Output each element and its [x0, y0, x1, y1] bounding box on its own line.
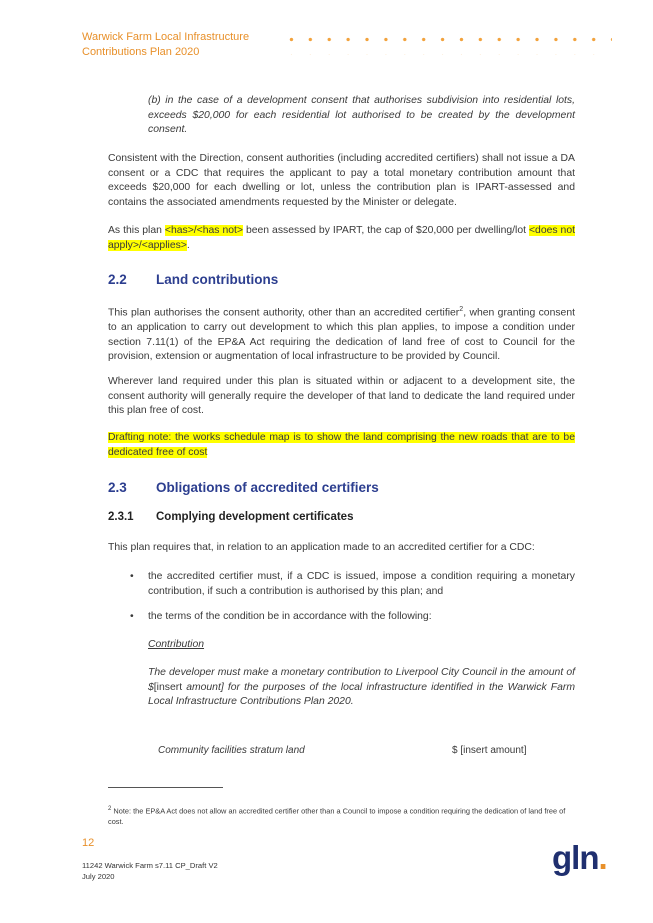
- bullet-text: the accredited certifier must, if a CDC is issued, impose a condition requiring a monetary contribution, if such a contribution is authorised by this plan; and: [148, 571, 575, 597]
- gln-logo: [552, 840, 607, 876]
- list-item: [130, 570, 575, 599]
- list-item: [130, 610, 575, 625]
- para-ipart-part1: As this plan: [108, 225, 165, 236]
- footnote: [108, 804, 578, 827]
- para-ipart-part2: been assessed by IPART, the cap of $20,000 per dwelling/lot: [242, 225, 529, 236]
- footnote-number: 2: [108, 806, 112, 812]
- section-title: Land contributions: [156, 272, 279, 287]
- para-land-1: [108, 303, 575, 365]
- bullet-text: the terms of the condition be in accordance with the following:: [148, 611, 432, 622]
- para-direction: Consistent with the Direction, consent authorities (including accredited certifiers) shall not issue a DA consent or a CDC that requires the applicant to pay a total monetary contribution amount that exceeds $20,000 for each dwelling or lot, unless the contribution plan is IPART-assessed and contains the associated amendments requested by the Minister or delegate.: [108, 153, 575, 208]
- para-land-2: Wherever land required under this plan is situated within or adjacent to a development site, the consent authority will generally require the developer of that land to dedicate the land required under this plan free of cost.: [108, 376, 575, 417]
- document-reference: [82, 861, 218, 882]
- document-reference-line2: July 2020: [82, 871, 115, 881]
- section-number: 2.3.1: [108, 511, 134, 523]
- footnote-ref: 2: [459, 306, 464, 313]
- logo-text: gln: [552, 839, 599, 876]
- highlight-does-not-apply: <does not apply>/<applies>: [108, 225, 575, 251]
- page-number: 12: [82, 837, 95, 849]
- footnote-divider: [108, 787, 223, 788]
- header-title-line2: Contributions Plan 2020: [82, 46, 200, 58]
- para-land-1-before: This plan authorises the consent authority, other than an accredited certifier: [108, 307, 460, 319]
- header-title: [82, 30, 249, 60]
- contribution-insert: [insert: [153, 681, 183, 693]
- drafting-note: [108, 431, 575, 460]
- para-land-1-after: , when granting consent to an application to carry out development to which this plan applies, to impose a condition under section 7.11(1) of the EP&A Act requiring the dedication of land free of cost to Council for the provision, extension or augmentation of local infrastructure to be provided by Council.: [108, 307, 575, 363]
- para-ipart: [108, 224, 575, 253]
- section-heading-2-2: [108, 272, 278, 287]
- header-dot-pattern: [282, 31, 612, 55]
- header-title-line1: Warwick Farm Local Infrastructure: [82, 31, 250, 43]
- amount-row-label: Community facilities stratum land: [158, 745, 305, 756]
- para-cdc: This plan requires that, in relation to an application made to an accredited certifier for a CDC:: [108, 542, 535, 553]
- bullet-icon: •: [130, 571, 134, 582]
- logo-dot: .: [598, 839, 607, 876]
- footnote-text: Note: the EP&A Act does not allow an accredited certifier other than a Council to impose a condition requiring the dedication of land free of cost.: [108, 806, 566, 827]
- contribution-text-part1: The developer must make a monetary contribution to Liverpool City Council in the amount of $: [148, 667, 575, 693]
- section-title: Complying development certificates: [156, 511, 354, 523]
- para-ipart-part3: .: [186, 239, 190, 251]
- contribution-heading: Contribution: [148, 639, 205, 650]
- section-heading-2-3-1: [108, 511, 353, 523]
- section-title: Obligations of accredited certifiers: [156, 480, 379, 495]
- quote-b: (b) in the case of a development consent that authorises subdivision into residential lots, exceeds $20,000 for each residential lot authorised to be created by the development consent.: [148, 95, 575, 136]
- document-reference-line1: 11242 Warwick Farm s7.11 CP_Draft V2: [82, 861, 218, 870]
- highlight-has-has-not: <has>/<has not>: [164, 225, 243, 236]
- contribution-text-part2: amount] for the purposes of the local infrastructure identified in the Warwick Farm Local Infrastructure Contributions Plan 2020.: [148, 681, 575, 708]
- section-number: 2.2: [108, 272, 127, 287]
- contribution-text: [148, 666, 575, 710]
- section-number: 2.3: [108, 480, 127, 495]
- section-heading-2-3: [108, 480, 379, 495]
- drafting-note-text: Drafting note: the works schedule map is to show the land comprising the new roads that are to be dedicated free of cost: [108, 432, 575, 458]
- bullet-icon: •: [130, 611, 134, 622]
- amount-row-value: $ [insert amount]: [452, 745, 527, 756]
